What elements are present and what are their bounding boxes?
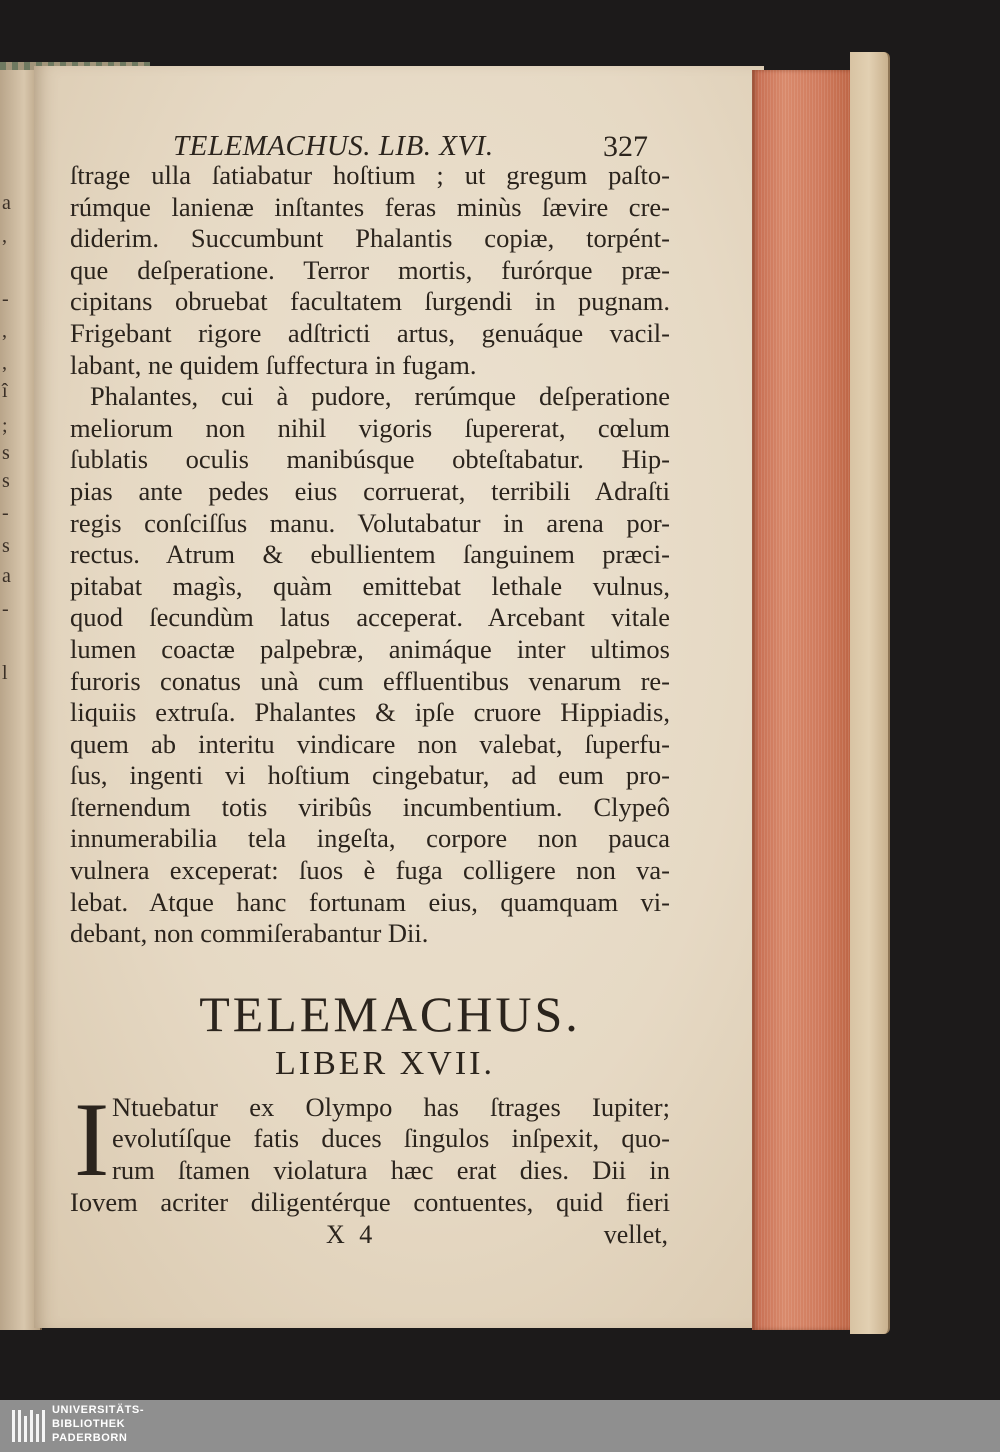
text-line: rúmque lanienæ inſtantes feras minùs ſævire cre- — [70, 191, 670, 222]
text-line: ſus, ingenti vi hoſtium cingebatur, ad eum pro- — [70, 760, 670, 791]
running-title: TELEMACHUS. LIB. XVI. — [173, 130, 494, 162]
text-line: pitabat magìs, quàm emittebat lethale vulnus, — [70, 570, 670, 601]
text-line: rectus. Atrum & ebullientem ſanguinem præci- — [70, 539, 670, 570]
library-logo-icon — [10, 1408, 46, 1444]
text-line: quod ſecundùm latus acceperat. Arcebant vitale — [70, 602, 670, 633]
page-number: 327 — [603, 130, 648, 163]
text-line: Frigebant rigore adſtricti artus, genuáque vacil- — [70, 317, 670, 348]
library-name-line: UNIVERSITÄTS- — [52, 1404, 145, 1416]
text-line: lebat. Atque hanc fortunam eius, quamquam vi- — [70, 886, 670, 917]
text-line: evolutíſque fatis duces ſingulos inſpexit, quo- — [112, 1123, 670, 1154]
text-line: liquiis extruſa. Phalantes & ipſe cruore Hippiadis, — [70, 697, 670, 728]
text-line: vulnera exceperat: ſuos è fuga colligere non va- — [70, 855, 670, 886]
text-line: ſternendum totis viribûs incumbentium. Clypeô — [70, 791, 670, 822]
text-line: labant, ne quidem ſuffectura in fugam. — [70, 349, 477, 380]
page-footer-line — [70, 1220, 670, 1250]
text-line: regis conſciſſus manu. Volutabatur in arena por- — [70, 507, 670, 538]
library-name-line: PADERBORN — [52, 1432, 128, 1444]
signature-mark: X 4 — [326, 1220, 377, 1250]
previous-page-edge: a , - , , î ; s s - s a - l — [0, 70, 42, 1330]
library-footer — [0, 1400, 1000, 1452]
text-line: debant, non commiſerabantur Dii. — [70, 918, 429, 949]
text-line: pias ante pedes eius corruerat, terribili Adraſti — [70, 475, 670, 506]
text-line: Ntuebatur ex Olympo has ſtrages Iupiter; — [112, 1091, 670, 1122]
page-text — [70, 120, 670, 1250]
text-line: diderim. Succumbunt Phalantis copiæ, torpént- — [70, 223, 670, 254]
catchword: vellet, — [603, 1220, 668, 1250]
book-title: TELEMACHUS. — [199, 985, 581, 1042]
text-line: Phalantes, cui à pudore, rerúmque deſperatione — [90, 381, 670, 412]
paragraph-1 — [70, 160, 670, 381]
red-page-edges — [752, 70, 860, 1330]
text-line: meliorum non nihil vigoris ſupererat, cœlum — [70, 412, 670, 443]
paragraph-2 — [70, 381, 670, 950]
text-line: quem ab interitu vindicare non valebat, ſuperfu- — [70, 728, 670, 759]
drop-cap: I — [74, 1080, 110, 1198]
text-line: rum ſtamen violatura hæc erat dies. Dii in — [112, 1155, 670, 1186]
text-line: que deſperatione. Terror mortis, furórque præ- — [70, 254, 670, 285]
text-line: innumerabilia tela ingeſta, corpore non pauca — [70, 823, 670, 854]
cover-board — [850, 52, 890, 1334]
opening-paragraph — [70, 1080, 670, 1218]
text-line: ſublatis oculis manibúsque obteſtabatur. Hip- — [70, 444, 670, 475]
text-line: lumen coactæ palpebræ, animáque inter ultimos — [70, 633, 670, 664]
running-head — [70, 120, 670, 163]
text-line: furoris conatus unà cum effluentibus venarum re- — [70, 665, 670, 696]
text-line: cipitans obruebat facultatem ſurgendi in pugnam. — [70, 286, 670, 317]
text-line: Iovem acriter diligentérque contuentes, quid fieri — [70, 1186, 670, 1217]
text-line: ſtrage ulla ſatiabatur hoſtium ; ut gregum paſto- — [70, 160, 670, 190]
book-subtitle: LIBER XVII. — [275, 1044, 495, 1082]
library-name-line: BIBLIOTHEK — [52, 1418, 126, 1430]
library-name — [52, 1403, 144, 1445]
